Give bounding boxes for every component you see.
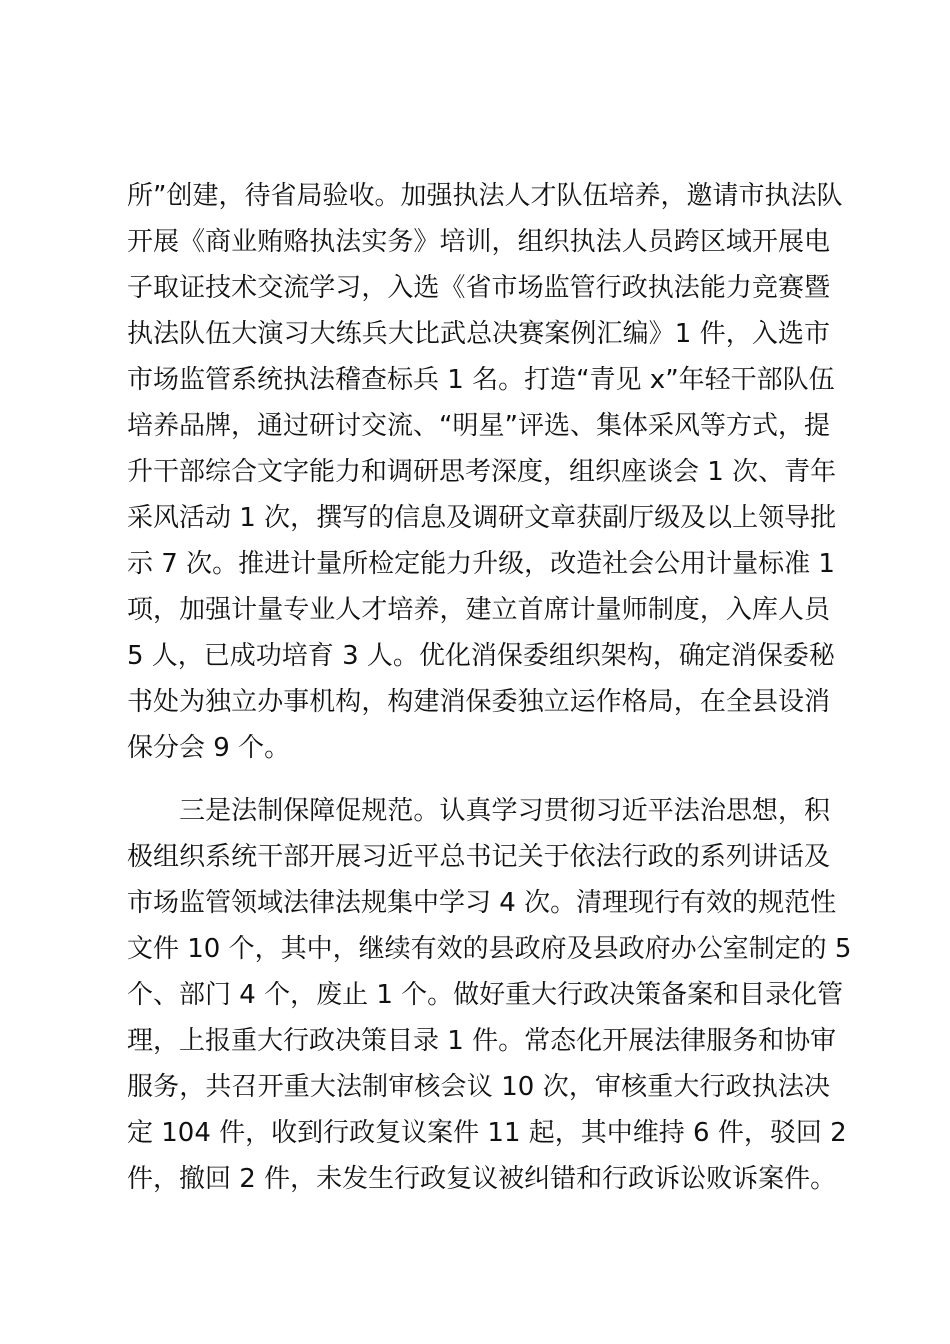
text-line: 开展《商业贿赂执法实务》培训，组织执法人员跨区域开展电 [127, 227, 830, 257]
text-line: 三是法制保障促规范。认真学习贯彻习近平法治思想，积 [127, 796, 830, 826]
text-line: 理，上报重大行政决策目录 1 件。常态化开展法律服务和协审 [127, 1026, 837, 1056]
text-line: 定 104 件，收到行政复议案件 11 起，其中维持 6 件，驳回 2 [127, 1118, 847, 1148]
text-line: 子取证技术交流学习，入选《省市场监管行政执法能力竞赛暨 [127, 273, 830, 303]
text-line: 保分会 9 个。 [127, 733, 291, 763]
text-line: 5 人，已成功培育 3 人。优化消保委组织架构，确定消保委秘 [127, 641, 835, 671]
paragraph-1 [127, 173, 843, 771]
text-line: 升干部综合文字能力和调研思考深度，组织座谈会 1 次、青年 [127, 457, 837, 487]
text-line: 个、部门 4 个，废止 1 个。做好重大行政决策备案和目录化管 [127, 980, 844, 1010]
text-line: 培养品牌，通过研讨交流、“明星”评选、集体采风等方式，提 [127, 411, 830, 441]
text-line: 服务，共召开重大法制审核会议 10 次，审核重大行政执法决 [127, 1072, 830, 1102]
text-line: 市场监管系统执法稽查标兵 1 名。打造“青见 x”年轻干部队伍 [127, 365, 835, 395]
paragraph-2 [127, 788, 852, 1202]
text-line: 项，加强计量专业人才培养，建立首席计量师制度，入库人员 [127, 595, 830, 625]
text-line: 所”创建，待省局验收。加强执法人才队伍培养，邀请市执法队 [127, 181, 843, 211]
text-line: 示 7 次。推进计量所检定能力升级，改造社会公用计量标准 1 [127, 549, 835, 579]
paragraph-spacer [127, 771, 830, 788]
text-line: 市场监管领域法律法规集中学习 4 次。清理现行有效的规范性 [127, 888, 837, 918]
text-line: 书处为独立办事机构，构建消保委独立运作格局，在全县设消 [127, 687, 830, 717]
text-line: 执法队伍大演习大练兵大比武总决赛案例汇编》1 件，入选市 [127, 319, 830, 349]
text-line: 件，撤回 2 件，未发生行政复议被纠错和行政诉讼败诉案件。 [127, 1164, 837, 1194]
text-line: 文件 10 个，其中，继续有效的县政府及县政府办公室制定的 5 [127, 934, 852, 964]
text-line: 采风活动 1 次，撰写的信息及调研文章获副厅级及以上领导批 [127, 503, 837, 533]
document-body [127, 173, 852, 1202]
text-line: 极组织系统干部开展习近平总书记关于依法行政的系列讲话及 [127, 842, 830, 872]
